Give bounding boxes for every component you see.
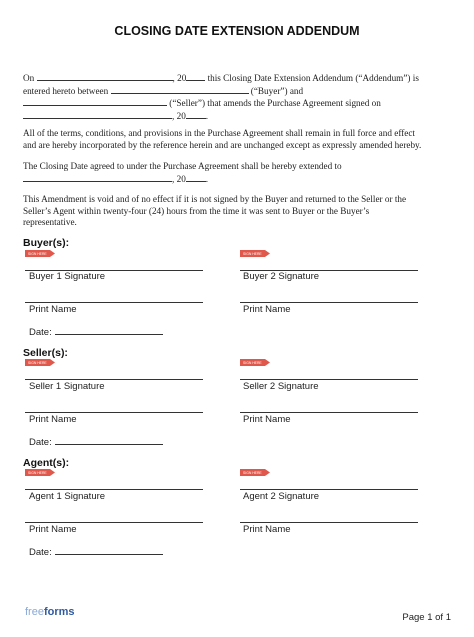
period-2: .	[205, 173, 209, 184]
seller-2-signature-line[interactable]	[240, 379, 418, 380]
seller-date-line[interactable]	[55, 435, 163, 445]
page-number: Page 1 of 1	[402, 612, 451, 623]
seller-date-field	[29, 435, 163, 448]
buyer-1-print-name-line[interactable]	[25, 302, 203, 303]
year-blank-2[interactable]	[186, 110, 209, 121]
seller-date-label: Date:	[29, 437, 52, 448]
buyer-ref-text: (“Buyer”) and	[250, 85, 304, 96]
sign-here-tag-icon	[240, 469, 270, 476]
sign-here-tag-icon	[240, 359, 270, 366]
sign-here-tag-text: SIGN HERE	[28, 471, 47, 475]
seller-2-print-name-line[interactable]	[240, 412, 418, 413]
year-text-3: , 20	[172, 173, 186, 184]
sign-here-tag-icon	[25, 359, 55, 366]
buyer-2-signature-label: Buyer 2 Signature	[243, 271, 320, 282]
document-title: CLOSING DATE EXTENSION ADDENDUM	[114, 24, 360, 38]
sign-here-tag-icon	[25, 250, 55, 257]
seller-1-signature-line[interactable]	[25, 379, 203, 380]
buyer-date-line[interactable]	[55, 325, 163, 335]
void-paragraph	[23, 194, 453, 229]
buyer-2-print-name-label: Print Name	[243, 304, 291, 315]
agent-1-signature-label: Agent 1 Signature	[29, 491, 106, 502]
closing-date-paragraph	[23, 161, 453, 185]
sign-here-tag-text: SIGN HERE	[28, 361, 47, 365]
sign-here-tag-text: SIGN HERE	[243, 361, 262, 365]
seller-1-print-name-line[interactable]	[25, 412, 203, 413]
intro-paragraph	[23, 72, 453, 122]
freeforms-logo	[25, 606, 75, 618]
seller-name-blank[interactable]	[23, 97, 167, 106]
agent-1-print-name-line[interactable]	[25, 522, 203, 523]
seller-1-print-name-label: Print Name	[29, 414, 77, 425]
agent-2-signature-label: Agent 2 Signature	[243, 491, 320, 502]
buyer-1-print-name-label: Print Name	[29, 304, 77, 315]
year-text-2: , 20	[172, 110, 186, 121]
buyer-name-blank[interactable]	[111, 85, 249, 94]
seller-2-print-name-label: Print Name	[243, 414, 291, 425]
void-line-2: Seller’s Agent within twenty-four (24) hours from the time it was sent to Buyer or the Buyer’s	[23, 205, 370, 216]
seller-1-signature-label: Seller 1 Signature	[29, 381, 105, 392]
sign-here-tag-icon	[25, 469, 55, 476]
agent-2-print-name-label: Print Name	[243, 524, 291, 535]
addendum-text: this Closing Date Extension Addendum (“Addendum”) is	[205, 73, 419, 83]
seller-ref-text: (“Seller”) that amends the Purchase Agreement signed on	[169, 98, 381, 109]
closing-date-line: The Closing Date agreed to under the Purchase Agreement shall be hereby extended to	[23, 161, 342, 171]
agents-heading: Agent(s):	[23, 457, 70, 469]
entered-text: entered hereto between	[23, 85, 109, 96]
sign-here-tag-text: SIGN HERE	[243, 471, 262, 475]
agreement-date-blank[interactable]	[23, 110, 172, 119]
buyer-date-label: Date:	[29, 327, 52, 338]
sellers-heading: Seller(s):	[23, 347, 68, 359]
buyer-2-print-name-line[interactable]	[240, 302, 418, 303]
date-blank[interactable]	[37, 72, 173, 81]
void-line-1: This Amendment is void and of no effect if it is not signed by the Buyer and returned to the Seller or the	[23, 194, 407, 204]
buyer-date-field	[29, 325, 163, 338]
buyers-heading: Buyer(s):	[23, 237, 70, 249]
agent-date-line[interactable]	[55, 545, 163, 555]
agent-date-field	[29, 545, 163, 558]
agent-1-signature-line[interactable]	[25, 489, 203, 490]
logo-text-forms: forms	[43, 606, 75, 618]
agent-date-label: Date:	[29, 547, 52, 558]
agent-1-print-name-label: Print Name	[29, 524, 77, 535]
year-blank[interactable]	[186, 72, 205, 81]
sign-here-tag-text: SIGN HERE	[28, 252, 47, 256]
terms-line-2: and are hereby incorporated by the reference herein and are unchanged except as expressly amended hereby.	[23, 139, 422, 150]
agent-2-print-name-line[interactable]	[240, 522, 418, 523]
void-line-3: representative.	[23, 217, 77, 228]
terms-paragraph	[23, 128, 453, 151]
new-closing-date-blank[interactable]	[23, 173, 172, 182]
buyer-1-signature-label: Buyer 1 Signature	[29, 271, 106, 282]
logo-text-free: free	[25, 606, 44, 618]
seller-2-signature-label: Seller 2 Signature	[243, 381, 319, 392]
on-text: On	[23, 73, 35, 83]
agent-2-signature-line[interactable]	[240, 489, 418, 490]
year-blank-3[interactable]	[186, 173, 209, 184]
sign-here-tag-text: SIGN HERE	[243, 252, 262, 256]
sign-here-tag-icon	[240, 250, 270, 257]
terms-line-1: All of the terms, conditions, and provisions in the Purchase Agreement shall remain in full force and effect	[23, 128, 415, 138]
year-text: , 20	[172, 73, 187, 83]
period: .	[205, 110, 209, 121]
